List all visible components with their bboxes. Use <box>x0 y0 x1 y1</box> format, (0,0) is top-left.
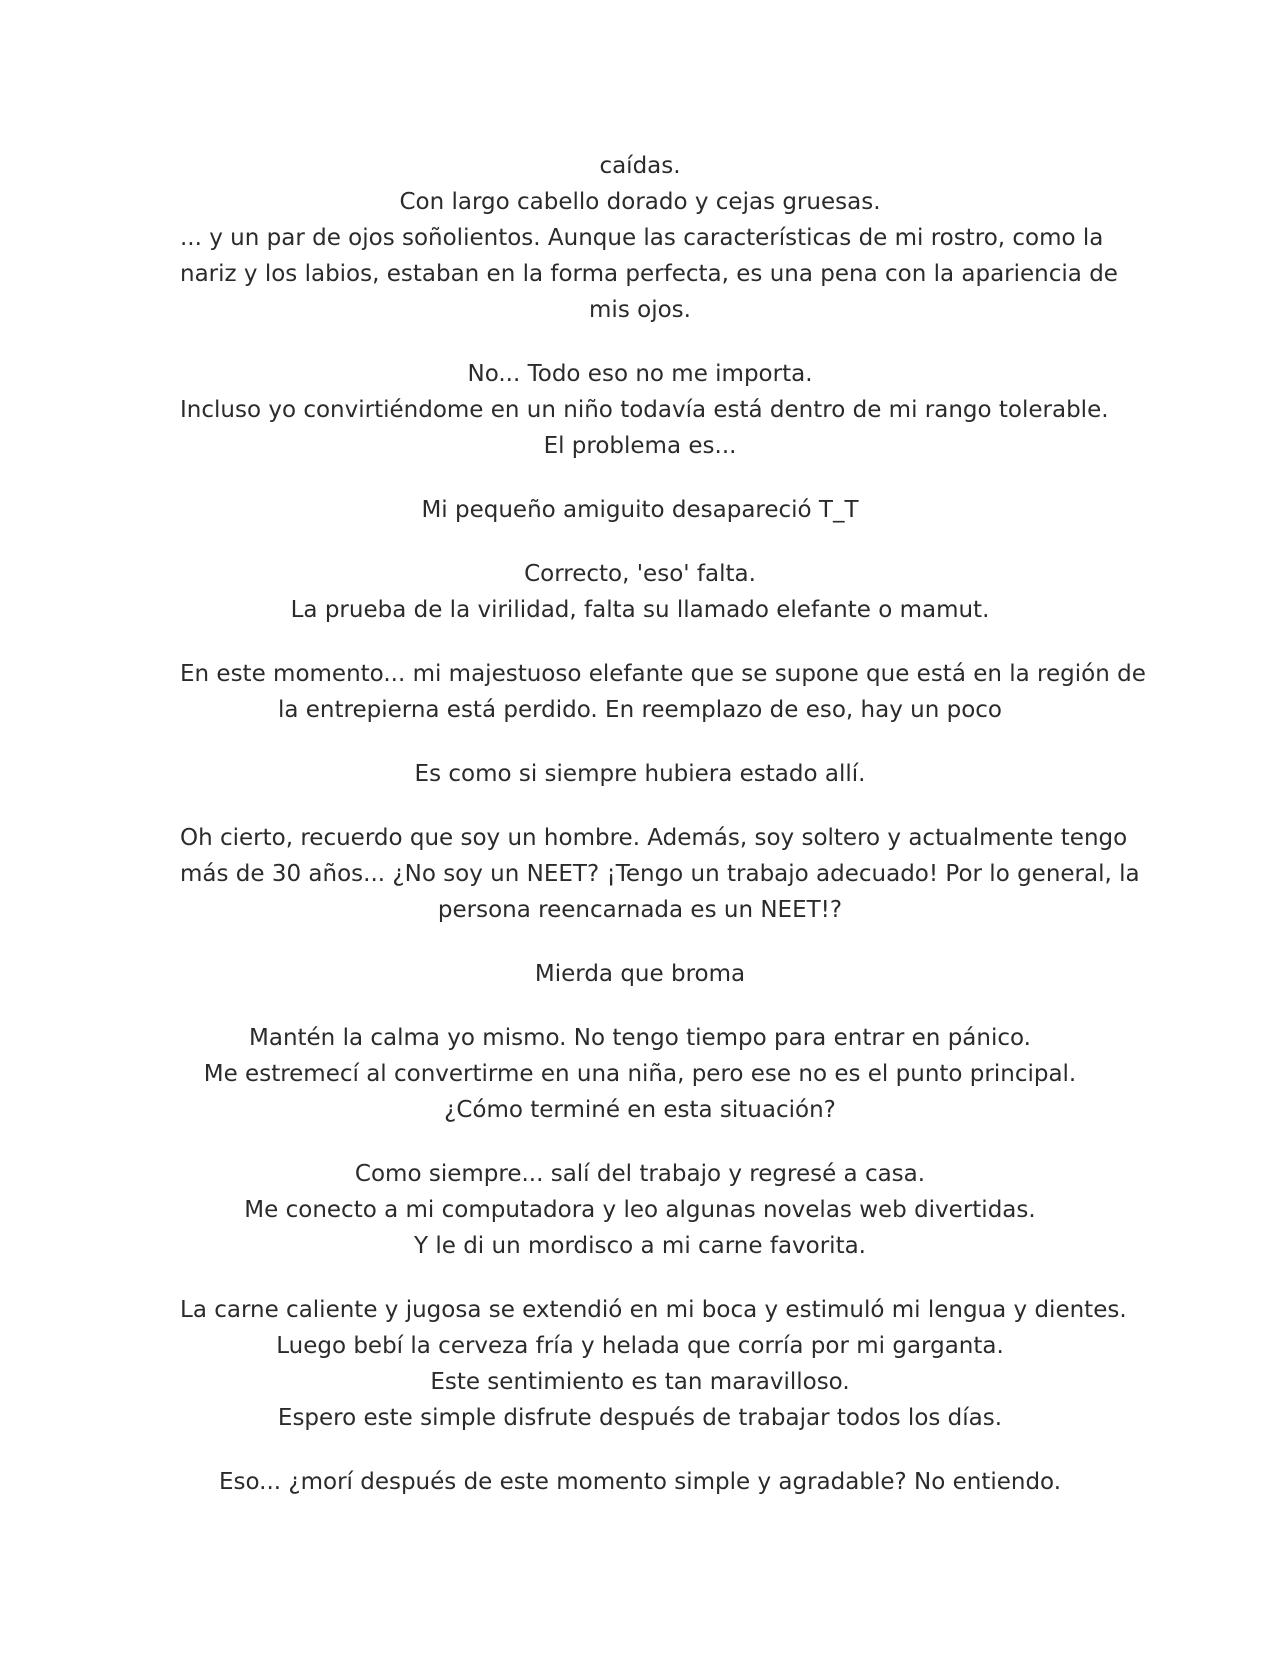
paragraph <box>180 1156 1100 1264</box>
paragraph <box>180 1464 1100 1500</box>
text-line: persona reencarnada es un NEET!? <box>437 897 843 923</box>
paragraph <box>180 1020 1100 1128</box>
paragraph <box>180 1292 1127 1436</box>
text-line: Me conecto a mi computadora y leo algunas novelas web divertidas. <box>244 1197 1036 1223</box>
paragraph <box>180 756 1100 792</box>
text-line: Eso... ¿morí después de este momento simple y agradable? No entiendo. <box>218 1469 1062 1495</box>
paragraph <box>180 656 1146 728</box>
text-line: No... Todo eso no me importa. <box>467 361 813 387</box>
text-line: La carne caliente y jugosa se extendió en mi boca y estimuló mi lengua y dientes. <box>180 1297 1127 1323</box>
text-line: Me estremecí al convertirme en una niña, pero ese no es el punto principal. <box>203 1061 1077 1087</box>
text-line: Oh cierto, recuerdo que soy un hombre. Además, soy soltero y actualmente tengo <box>180 825 1128 851</box>
text-line: Como siempre... salí del trabajo y regresé a casa. <box>354 1161 926 1187</box>
text-line: mis ojos. <box>589 297 691 323</box>
paragraph <box>180 356 1109 464</box>
text-line: El problema es... <box>543 433 737 459</box>
text-line: Y le di un mordisco a mi carne favorita. <box>414 1233 866 1259</box>
text-line: caídas. <box>599 153 681 179</box>
text-line: más de 30 años... ¿No soy un NEET? ¡Tengo un trabajo adecuado! Por lo general, la <box>180 861 1140 887</box>
text-line: Este sentimiento es tan maravilloso. <box>430 1369 850 1395</box>
text-line: En este momento... mi majestuoso elefante que se supone que está en la región de <box>180 661 1146 687</box>
paragraph <box>180 492 1100 528</box>
text-line: Mierda que broma <box>534 961 746 987</box>
text-line: Espero este simple disfrute después de trabajar todos los días. <box>277 1405 1003 1431</box>
text-line: Correcto, 'eso' falta. <box>524 561 756 587</box>
text-line: Es como si siempre hubiera estado allí. <box>414 761 866 787</box>
text-line: Mi pequeño amiguito desapareció T_T <box>421 497 859 523</box>
text-line: la entrepierna está perdido. En reemplazo de eso, hay un poco <box>277 697 1002 723</box>
text-line: ¿Cómo terminé en esta situación? <box>444 1097 836 1123</box>
text-line: ... y un par de ojos soñolientos. Aunque las características de mi rostro, como la <box>180 225 1104 251</box>
text-line: Con largo cabello dorado y cejas gruesas. <box>399 189 881 215</box>
paragraph <box>180 556 1100 628</box>
text-line: Mantén la calma yo mismo. No tengo tiempo para entrar en pánico. <box>249 1025 1031 1051</box>
text-line: La prueba de la virilidad, falta su llamado elefante o mamut. <box>290 597 990 623</box>
text-line: nariz y los labios, estaban en la forma perfecta, es una pena con la apariencia de <box>180 261 1118 287</box>
paragraph <box>180 820 1140 928</box>
paragraph <box>180 956 1100 992</box>
text-line: Incluso yo convirtiéndome en un niño todavía está dentro de mi rango tolerable. <box>180 397 1109 423</box>
text-line: Luego bebí la cerveza fría y helada que corría por mi garganta. <box>276 1333 1004 1359</box>
paragraph <box>180 148 1118 328</box>
